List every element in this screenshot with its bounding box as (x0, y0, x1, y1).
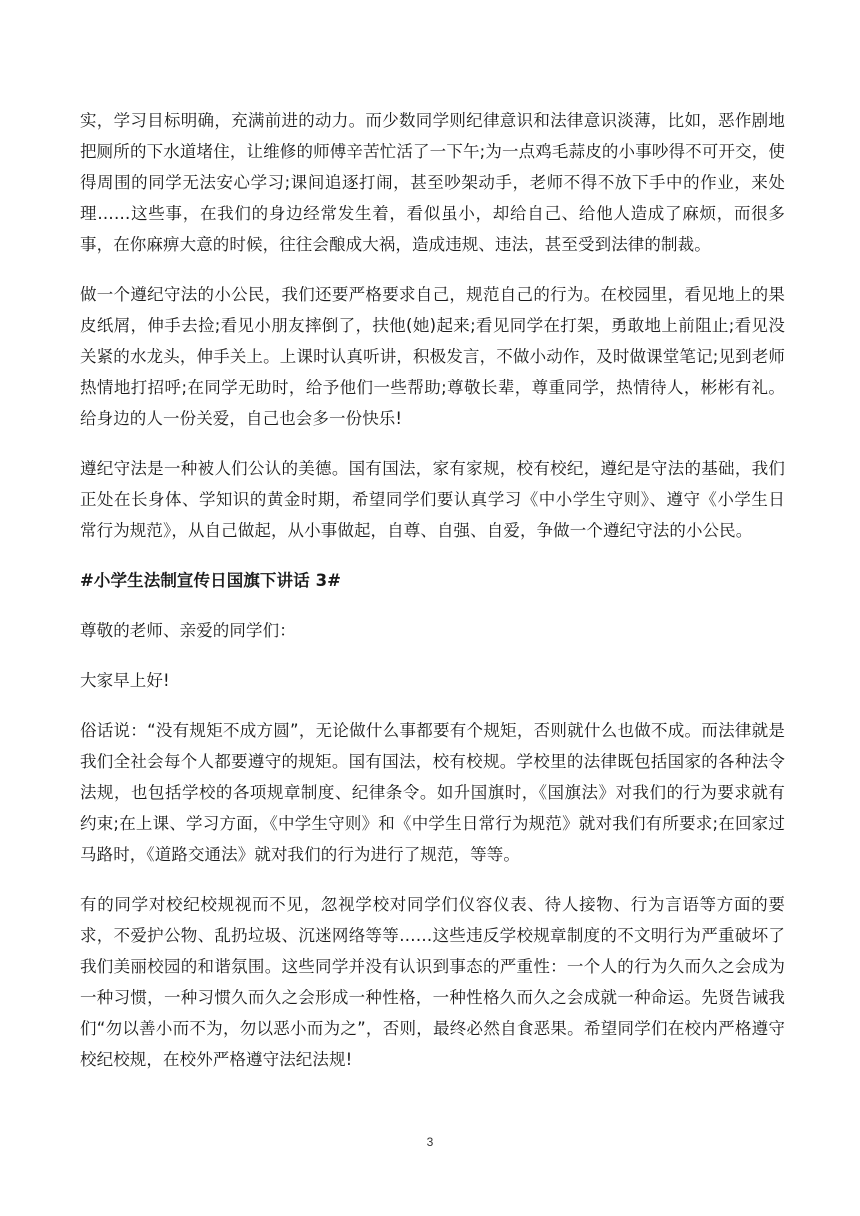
greeting: 大家早上好! (80, 671, 170, 690)
section-heading: #小学生法制宣传日国旗下讲话 3# (80, 571, 342, 590)
salutation: 尊敬的老师、亲爱的同学们： (80, 621, 296, 640)
paragraph-conclusion: 遵纪守法是一种被人们公认的美德。国有国法，家有家规，校有校纪，遵纪是守法的基础，我们正处在长身体、学知识的黄金时期，希望同学们要认真学习《中小学生守则》、遵守《小学生日常行为规范》，从自己做起，从小事做起，自尊、自强、自爱，争做一个遵纪守法的小公民。 (80, 459, 785, 540)
paragraph-misbehavior: 有的同学对校纪校规视而不见，忽视学校对同学们仪容仪表、待人接物、行为言语等方面的要求，不爱护公物、乱扔垃圾、沉迷网络等等……这些违反学校规章制度的不文明行为严重破坏了我们美丽校园的和谐氛围。这些同学并没有认识到事态的严重性：一个人的行为久而久之会成为一种习惯，一种习惯久而久之会形成一种性格，一种性格久而久之会成就一种命运。先贤告诫我们“勿以善小而不为，勿以恶小而为之”，否则，最终必然自食恶果。希望同学们在校内严格遵守校纪校规，在校外严格遵守法纪法规! (80, 895, 785, 1069)
paragraph-rules-and-law: 俗话说：“没有规矩不成方圆”，无论做什么事都要有个规矩，否则就什么也做不成。而法律就是我们全社会每个人都要遵守的规矩。国有国法，校有校规。学校里的法律既包括国家的各种法令法规，也包括学校的各项规章制度、纪律条令。如升国旗时，《国旗法》对我们的行为要求就有约束;在上课、学习方面，《中学生守则》和《中学生日常行为规范》就对我们有所要求;在回家过马路时，《道路交通法》就对我们的行为进行了规范，等等。 (80, 721, 785, 864)
page-number: 3 (426, 1135, 434, 1149)
paragraph-good-behavior: 做一个遵纪守法的小公民，我们还要严格要求自己，规范自己的行为。在校园里，看见地上的果皮纸屑，伸手去捡;看见小朋友摔倒了，扶他(她)起来;看见同学在打架，勇敢地上前阻止;看见没关紧的水龙头，伸手关上。上课时认真听讲，积极发言，不做小动作，及时做课堂笔记;见到老师热情地打招呼;在同学无助时，给予他们一些帮助;尊敬长辈，尊重同学，热情待人，彬彬有礼。给身边的人一份关爱，自己也会多一份快乐! (80, 285, 785, 428)
paragraph-discipline-examples: 实，学习目标明确，充满前进的动力。而少数同学则纪律意识和法律意识淡薄，比如，恶作剧地把厕所的下水道堵住，让维修的师傅辛苦忙活了一下午;为一点鸡毛蒜皮的小事吵得不可开交，使得周围的同学无法安心学习;课间追逐打闹，甚至吵架动手，老师不得不放下手中的作业，来处理……这些事，在我们的身边经常发生着，看似虽小，却给自己、给他人造成了麻烦，而很多事，在你麻痹大意的时候，往往会酿成大祸，造成违规、违法，甚至受到法律的制裁。 (80, 111, 785, 254)
document-body (80, 105, 785, 1094)
